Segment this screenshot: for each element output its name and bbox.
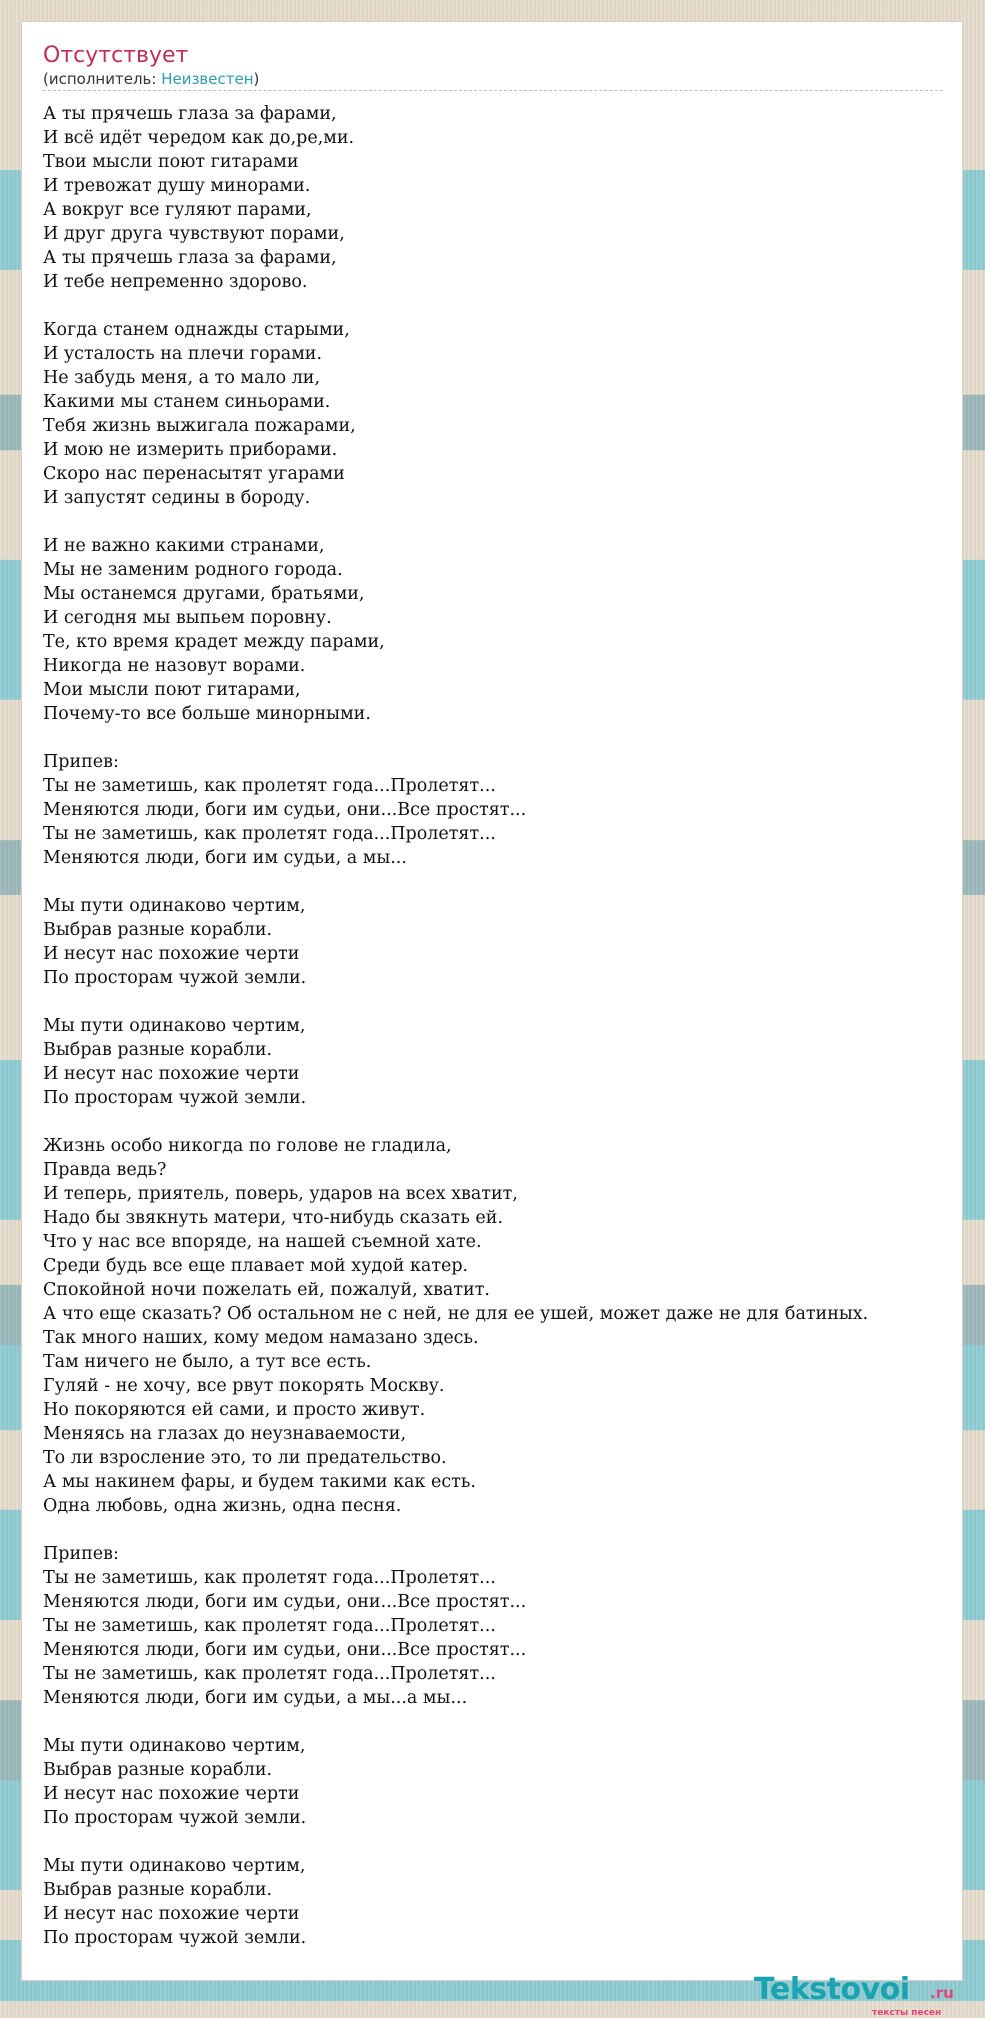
lyric-line: Жизнь особо никогда по голове не гладила, — [43, 1136, 452, 1156]
lyric-line: Так много наших, кому медом намазано здесь. — [43, 1328, 479, 1348]
stanza-gap — [43, 1110, 985, 1134]
lyric-line: То ли взросление это, то ли предательство. — [43, 1448, 447, 1468]
lyric-line: Мы пути одинаково чертим, — [43, 1856, 306, 1876]
lyric-line: А вокруг все гуляют парами, — [43, 200, 312, 220]
song-subtitle — [43, 70, 943, 88]
lyric-line: Ты не заметишь, как пролетят года...Пролетят... — [43, 776, 496, 796]
stanza-gap — [43, 294, 985, 318]
logo-tagline: тексты песен — [872, 2008, 942, 2018]
lyric-line: Меняются люди, боги им судьи, они...Все простят... — [43, 800, 527, 820]
lyric-line: Припев: — [43, 1544, 119, 1564]
lyric-line: Надо бы звякнуть матери, что-нибудь сказать ей. — [43, 1208, 504, 1228]
lyric-line: А мы накинем фары, и будем такими как есть. — [43, 1472, 476, 1492]
lyric-line: И несут нас похожие черти — [43, 1784, 300, 1804]
lyric-line: Что у нас все впоряде, на нашей съемной хате. — [43, 1232, 482, 1252]
lyric-line: И не важно какими странами, — [43, 536, 325, 556]
stanza-gap — [43, 990, 985, 1014]
lyric-line: Меняются люди, боги им судьи, а мы...а мы... — [43, 1688, 468, 1708]
lyric-line: Припев: — [43, 752, 119, 772]
lyric-line: Никогда не назовут ворами. — [43, 656, 306, 676]
lyric-line: Мы пути одинаково чертим, — [43, 896, 306, 916]
lyric-line: Ты не заметишь, как пролетят года...Пролетят... — [43, 1616, 496, 1636]
lyric-line: Меняются люди, боги им судьи, они...Все простят... — [43, 1640, 527, 1660]
lyric-line: Почему-то все больше минорными. — [43, 704, 371, 724]
stanza-gap — [43, 510, 985, 534]
lyric-line: И тревожат душу минорами. — [43, 176, 311, 196]
stanza-gap — [43, 1518, 985, 1542]
lyric-line: Мы пути одинаково чертим, — [43, 1736, 306, 1756]
lyric-line: И усталость на плечи горами. — [43, 344, 323, 364]
logo-wordmark: Tekstovoi — [754, 1972, 910, 2007]
lyric-line: Не забудь меня, а то мало ли, — [43, 368, 321, 388]
lyric-line: И несут нас похожие черти — [43, 1064, 300, 1084]
lyric-line: Выбрав разные корабли. — [43, 1880, 273, 1900]
lyric-line: Выбрав разные корабли. — [43, 1040, 273, 1060]
lyric-line: И несут нас похожие черти — [43, 1904, 300, 1924]
lyric-line: Мы не заменим родного города. — [43, 560, 343, 580]
lyric-line: И мою не измерить приборами. — [43, 440, 338, 460]
lyric-line: Спокойной ночи пожелать ей, пожалуй, хватит. — [43, 1280, 490, 1300]
lyric-line: А что еще сказать? Об остальном не с ней, не для ее ушей, может даже не для батиных. — [43, 1304, 869, 1324]
lyric-line: Выбрав разные корабли. — [43, 1760, 273, 1780]
lyric-line: Скоро нас перенасытят угарами — [43, 464, 345, 484]
lyric-line: А ты прячешь глаза за фарами, — [43, 248, 337, 268]
lyric-line: И друг друга чувствуют порами, — [43, 224, 345, 244]
logo-domain: .ru — [930, 1984, 954, 2002]
lyric-line: Тебя жизнь выжигала пожарами, — [43, 416, 356, 436]
lyrics-card — [21, 21, 963, 2018]
lyric-line: И сегодня мы выпьем поровну. — [43, 608, 332, 628]
lyric-line: По просторам чужой земли. — [43, 968, 307, 988]
lyric-line: И всё идёт чередом как до,ре,ми. — [43, 128, 355, 148]
lyric-line: И теперь, приятель, поверь, ударов на всех хватит, — [43, 1184, 518, 1204]
song-header — [43, 42, 943, 91]
lyrics-text — [43, 102, 985, 1950]
lyric-line: Мои мысли поют гитарами, — [43, 680, 301, 700]
lyric-line: Когда станем однажды старыми, — [43, 320, 350, 340]
lyric-line: Ты не заметишь, как пролетят года...Пролетят... — [43, 1664, 496, 1684]
lyric-line: По просторам чужой земли. — [43, 1808, 307, 1828]
stanza-gap — [43, 1830, 985, 1854]
stanza-gap — [43, 1710, 985, 1734]
lyric-line: Меняются люди, боги им судьи, а мы... — [43, 848, 407, 868]
lyric-line: Среди будь все еще плавает мой худой катер. — [43, 1256, 469, 1276]
lyric-line: Ты не заметишь, как пролетят года...Пролетят... — [43, 1568, 496, 1588]
stanza-gap — [43, 726, 985, 750]
song-title: Отсутствует — [43, 43, 189, 68]
lyric-line: Меняются люди, боги им судьи, они...Все простят... — [43, 1592, 527, 1612]
lyric-line: Ты не заметишь, как пролетят года...Пролетят... — [43, 824, 496, 844]
lyric-line: Твои мысли поют гитарами — [43, 152, 299, 172]
lyric-line: Выбрав разные корабли. — [43, 920, 273, 940]
lyric-line: Меняясь на глазах до неузнаваемости, — [43, 1424, 407, 1444]
lyric-line: По просторам чужой земли. — [43, 1088, 307, 1108]
artist-link[interactable]: Неизвестен — [161, 70, 254, 88]
lyric-line: Мы останемся другами, братьями, — [43, 584, 365, 604]
stanza-gap — [43, 870, 985, 894]
lyric-line: Какими мы станем синьорами. — [43, 392, 331, 412]
lyric-line: И несут нас похожие черти — [43, 944, 300, 964]
lyric-line: Те, кто время крадет между парами, — [43, 632, 385, 652]
lyric-line: Там ничего не было, а тут все есть. — [43, 1352, 372, 1372]
lyric-line: Одна любовь, одна жизнь, одна песня. — [43, 1496, 402, 1516]
lyric-line: Гуляй - не хочу, все рвут покорять Москву. — [43, 1376, 445, 1396]
site-logo[interactable] — [754, 1973, 974, 2017]
lyric-line: А ты прячешь глаза за фарами, — [43, 104, 337, 124]
lyric-line: Правда ведь? — [43, 1160, 167, 1180]
lyric-line: Но покоряются ей сами, и просто живут. — [43, 1400, 426, 1420]
artist-prefix: (исполнитель: — [43, 70, 162, 88]
lyric-line: По просторам чужой земли. — [43, 1928, 307, 1948]
lyric-line: Мы пути одинаково чертим, — [43, 1016, 306, 1036]
artist-suffix: ) — [253, 70, 260, 88]
lyric-line: И тебе непременно здорово. — [43, 272, 308, 292]
lyric-line: И запустят седины в бороду. — [43, 488, 311, 508]
